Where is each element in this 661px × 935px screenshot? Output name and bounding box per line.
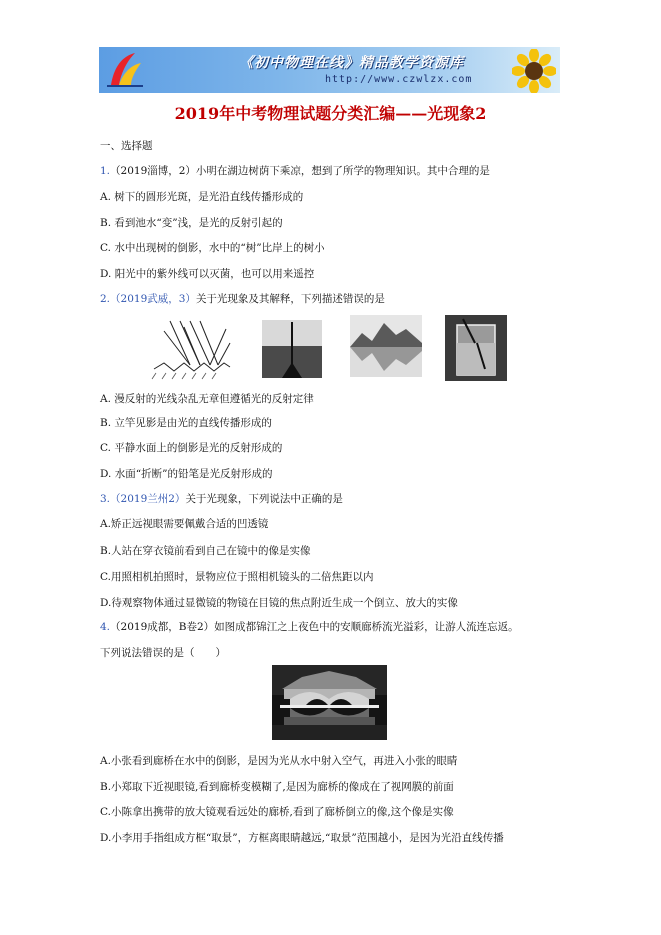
option-a: A. 漫反射的光线杂乱无章但遵循光的反射定律 xyxy=(100,393,314,405)
question-3 xyxy=(100,492,343,506)
pole-shadow-photo xyxy=(262,320,322,378)
question-4-prompt: 下列说法错误的是（ ） xyxy=(100,647,226,659)
question-text: （2019成都，B卷2）如图成都锦江之上夜色中的安顺廊桥流光溢彩，让游人流连忘返。 xyxy=(110,621,519,633)
question-number: 1. xyxy=(100,165,111,177)
option-d: D. 阳光中的紫外线可以灭菌，也可以用来遥控 xyxy=(100,268,315,280)
mountain-reflection-photo xyxy=(350,315,422,377)
option-c: C. 平静水面上的倒影是光的反射形成的 xyxy=(100,442,283,454)
header-banner xyxy=(99,47,560,93)
banner-url: http://www.czwlzx.com xyxy=(325,74,473,85)
option-a: A.小张看到廊桥在水中的倒影，是因为光从水中射入空气，再进入小张的眼睛 xyxy=(100,755,458,767)
option-a: A.矫正远视眼需要佩戴合适的凹透镜 xyxy=(100,518,269,530)
option-c: C.用照相机拍照时，景物应位于照相机镜头的二倍焦距以内 xyxy=(100,571,374,583)
question-2-figures xyxy=(150,315,480,385)
question-source: （2019兰州2） xyxy=(110,493,186,505)
question-number: 3. xyxy=(100,493,111,505)
document-title: 2019年中考物理试题分类汇编——光现象2 xyxy=(174,104,487,123)
question-4 xyxy=(100,620,519,634)
option-b: B.小郑取下近视眼镜,看到廊桥变模糊了,是因为廊桥的像成在了视网膜的前面 xyxy=(100,781,454,793)
question-2 xyxy=(100,292,385,306)
option-c: C. 水中出现树的倒影，水中的“树”比岸上的树小 xyxy=(100,242,325,254)
question-number: 2. xyxy=(100,293,111,305)
question-1 xyxy=(100,164,490,178)
option-a: A. 树下的圆形光斑，是光沿直线传播形成的 xyxy=(100,191,304,203)
corridor-bridge-night-photo xyxy=(272,665,387,740)
question-text: 关于光现象，下列说法中正确的是 xyxy=(185,493,343,505)
sunflower-icon xyxy=(512,49,556,93)
section-heading: 一、选择题 xyxy=(100,140,153,152)
option-c: C.小陈拿出携带的放大镜观看远处的廊桥,看到了廊桥倒立的像,这个像是实像 xyxy=(100,806,454,818)
pencil-in-water-photo xyxy=(445,315,507,381)
option-b: B. 立竿见影是由光的直线传播形成的 xyxy=(100,417,272,429)
banner-title: 《初中物理在线》精品教学资源库 xyxy=(239,55,464,71)
question-source: （2019武威，3） xyxy=(110,293,196,305)
question-text: 关于光现象及其解释，下列描述错误的是 xyxy=(195,293,385,305)
question-number: 4. xyxy=(100,621,111,633)
option-b: B.人站在穿衣镜前看到自己在镜中的像是实像 xyxy=(100,545,311,557)
option-d: D.小李用手指组成方框“取景”，方框离眼睛越远,“取景”范围越小，是因为光沿直线传播 xyxy=(100,832,504,844)
diffuse-reflection-diagram xyxy=(150,317,232,383)
option-b: B. 看到池水“变”浅，是光的反射引起的 xyxy=(100,217,283,229)
question-text: （2019淄博，2）小明在湖边树荫下乘凉，想到了所学的物理知识。其中合理的是 xyxy=(110,165,490,177)
option-d: D. 水面“折断”的铅笔是光反射形成的 xyxy=(100,468,273,480)
option-d: D.待观察物体通过显微镜的物镜在目镜的焦点附近生成一个倒立、放大的实像 xyxy=(100,597,458,609)
site-logo-icon xyxy=(105,51,145,89)
